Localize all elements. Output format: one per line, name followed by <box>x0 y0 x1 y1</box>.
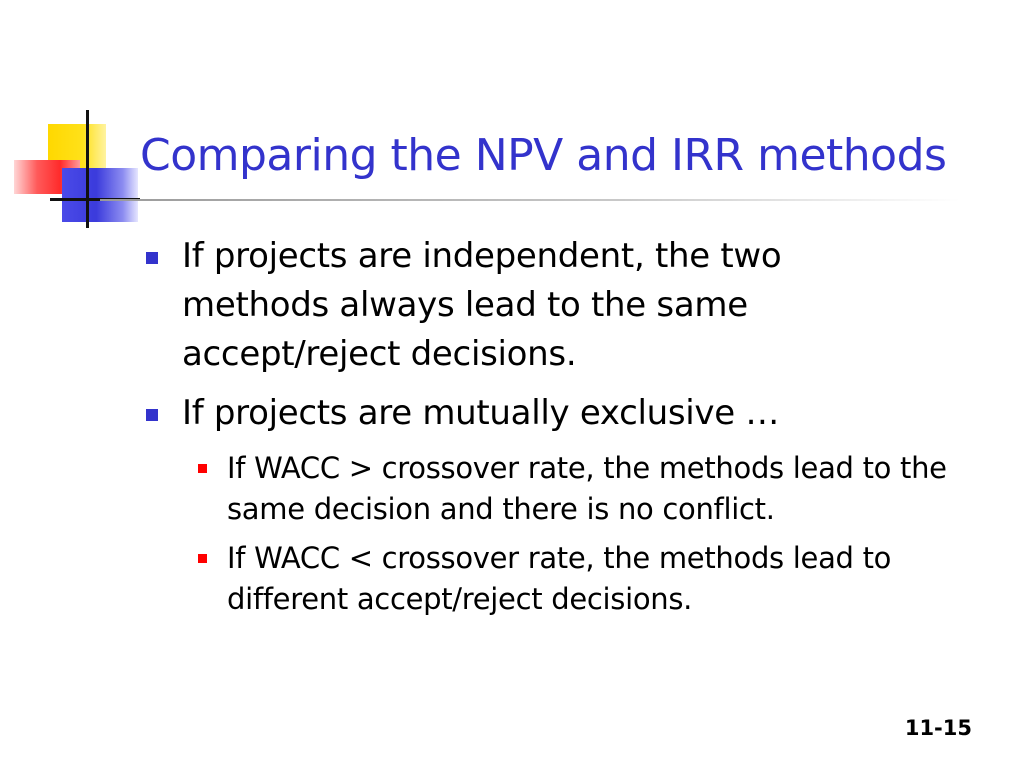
bullet-item <box>146 232 996 379</box>
sub-bullet-text: If WACC < crossover rate, the methods lead to different accept/reject decisions. <box>227 541 892 616</box>
sub-bullet-text: If WACC > crossover rate, the methods lead to the same decision and there is no conflict. <box>227 451 947 526</box>
bullet-marker-icon <box>146 409 158 421</box>
bullet-text: If projects are mutually exclusive … <box>182 393 780 433</box>
bullet-item <box>146 389 996 438</box>
sub-bullet-marker-icon <box>198 554 207 563</box>
slide-title: Comparing the NPV and IRR methods <box>140 130 947 181</box>
slide-content <box>146 232 996 628</box>
page-number: 11-15 <box>904 716 972 740</box>
sub-bullet-marker-icon <box>198 464 207 473</box>
bullet-marker-icon <box>146 252 158 264</box>
sub-bullet-item <box>198 448 996 530</box>
title-underline <box>100 199 960 201</box>
sub-bullet-item <box>198 538 996 620</box>
logo-vertical-line <box>86 110 89 228</box>
bullet-text: If projects are independent, the two methods always lead to the same accept/reject decisions. <box>182 236 782 374</box>
slide-logo-decoration <box>0 0 140 240</box>
logo-blue-square <box>62 168 138 222</box>
